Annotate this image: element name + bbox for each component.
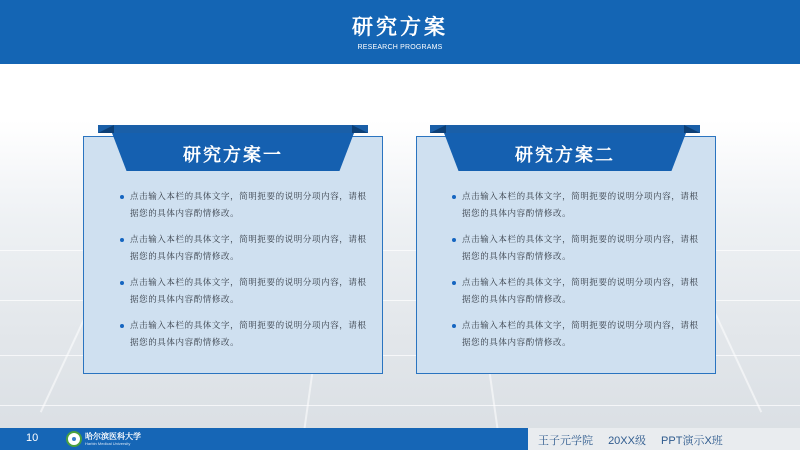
slide-footer xyxy=(0,428,800,450)
bullet-icon xyxy=(120,281,124,285)
plan-ribbon-2 xyxy=(444,125,686,171)
list-item-text: 点击输入本栏的具体文字，简明扼要的说明分项内容，请根据您的具体内容酌情修改。 xyxy=(462,192,699,219)
slide-title: 研究方案 xyxy=(352,14,448,39)
list-item xyxy=(130,232,370,266)
list-item xyxy=(462,232,702,266)
university-logo xyxy=(66,431,148,447)
plan-title-1: 研究方案一 xyxy=(183,145,283,166)
bullet-icon xyxy=(120,324,124,328)
bullet-icon xyxy=(452,324,456,328)
list-item-text: 点击输入本栏的具体文字，简明扼要的说明分项内容，请根据您的具体内容酌情修改。 xyxy=(462,278,699,305)
page-number: 10 xyxy=(26,432,39,444)
list-item xyxy=(130,318,370,352)
logo-name: 哈尔滨医科大学 xyxy=(85,431,141,441)
bullet-icon xyxy=(452,195,456,199)
footer-info xyxy=(538,432,735,448)
list-item-text: 点击输入本栏的具体文字，简明扼要的说明分项内容，请根据您的具体内容酌情修改。 xyxy=(130,321,367,348)
bullet-icon xyxy=(120,238,124,242)
list-item-text: 点击输入本栏的具体文字，简明扼要的说明分项内容，请根据您的具体内容酌情修改。 xyxy=(130,192,367,219)
list-item xyxy=(462,318,702,352)
list-item-text: 点击输入本栏的具体文字，简明扼要的说明分项内容，请根据您的具体内容酌情修改。 xyxy=(462,235,699,262)
bullet-icon xyxy=(452,238,456,242)
ribbon-top-bar xyxy=(430,125,700,133)
list-item xyxy=(462,189,702,223)
bullet-icon xyxy=(452,281,456,285)
plan-title-2: 研究方案二 xyxy=(515,145,615,166)
list-item-text: 点击输入本栏的具体文字，简明扼要的说明分项内容，请根据您的具体内容酌情修改。 xyxy=(130,278,367,305)
slide-subtitle: RESEARCH PROGRAMS xyxy=(357,44,443,51)
grade-label: 20XX级 xyxy=(608,435,646,447)
list-item-text: 点击输入本栏的具体文字，简明扼要的说明分项内容，请根据您的具体内容酌情修改。 xyxy=(130,235,367,262)
slide-header xyxy=(0,0,800,64)
list-item-text: 点击输入本栏的具体文字，简明扼要的说明分项内容，请根据您的具体内容酌情修改。 xyxy=(462,321,699,348)
list-item xyxy=(462,275,702,309)
plan-ribbon-1 xyxy=(112,125,354,171)
seal-icon xyxy=(66,431,82,447)
logo-name-en: Harbin Medical University xyxy=(85,441,131,446)
list-item xyxy=(130,189,370,223)
bullet-icon xyxy=(120,195,124,199)
list-item xyxy=(130,275,370,309)
ribbon-top-bar xyxy=(98,125,368,133)
school-name: 王子元学院 xyxy=(538,435,593,447)
class-label: PPT演示X班 xyxy=(661,435,723,447)
